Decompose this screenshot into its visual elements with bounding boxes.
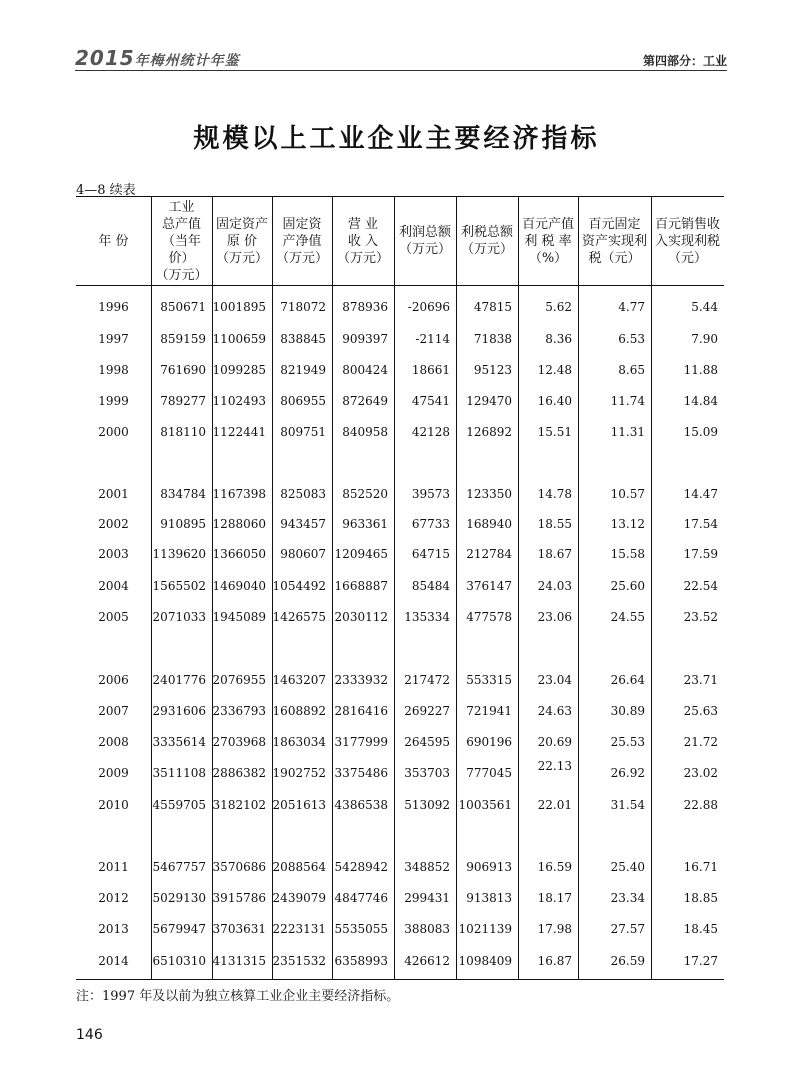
row-year: 2003 bbox=[98, 547, 129, 561]
table-cell: 18.67 bbox=[537, 547, 572, 561]
header-rule bbox=[76, 285, 724, 286]
table-cell: 4559705 bbox=[152, 798, 206, 812]
table-cell: 5535055 bbox=[334, 922, 388, 936]
table-cell: 18.17 bbox=[537, 891, 572, 905]
table-cell: 789277 bbox=[160, 394, 206, 408]
row-year: 1996 bbox=[98, 300, 129, 314]
table-cell: 39573 bbox=[411, 487, 450, 501]
table-cell: 15.09 bbox=[683, 425, 718, 439]
table-cell: 1366050 bbox=[212, 547, 266, 561]
table-cell: 426612 bbox=[404, 954, 450, 968]
table-cell: 1469040 bbox=[212, 579, 266, 593]
table-cell: 3182102 bbox=[212, 798, 266, 812]
table-cell: 2439079 bbox=[272, 891, 326, 905]
row-year: 2005 bbox=[98, 610, 129, 624]
table-cell: 1288060 bbox=[212, 517, 266, 531]
row-year: 2006 bbox=[98, 673, 129, 687]
table-cell: 477578 bbox=[466, 610, 512, 624]
table-cell: 25.60 bbox=[610, 579, 645, 593]
brand-year: 2015 bbox=[75, 46, 135, 70]
table-cell: 1099285 bbox=[212, 363, 266, 377]
table-cell: 13.12 bbox=[610, 517, 645, 531]
table-cell: 718072 bbox=[280, 300, 326, 314]
table-cell: 850671 bbox=[160, 300, 206, 314]
row-year: 2011 bbox=[98, 860, 129, 874]
table-cell: 910895 bbox=[160, 517, 206, 531]
table-cell: 800424 bbox=[342, 363, 388, 377]
table-cell: 126892 bbox=[466, 425, 512, 439]
table-cell: 24.03 bbox=[537, 579, 572, 593]
table-cell: 840958 bbox=[342, 425, 388, 439]
page-number: 146 bbox=[76, 1027, 103, 1043]
table-cell: 7.90 bbox=[691, 332, 718, 346]
table-cell: 15.51 bbox=[537, 425, 572, 439]
table-cell: 26.92 bbox=[610, 766, 645, 780]
table-cell: 809751 bbox=[280, 425, 326, 439]
table-cell: 906913 bbox=[466, 860, 512, 874]
table-cell: 1902752 bbox=[272, 766, 326, 780]
table-cell: 17.54 bbox=[683, 517, 718, 531]
table-cell: 721941 bbox=[466, 704, 512, 718]
table-cell: 3375486 bbox=[334, 766, 388, 780]
table-cell: 135334 bbox=[404, 610, 450, 624]
table-cell: 212784 bbox=[466, 547, 512, 561]
column-header: 营 业 收 入 （万元） bbox=[336, 216, 389, 266]
table-cell: 23.52 bbox=[683, 610, 718, 624]
table-cell: 2071033 bbox=[152, 610, 206, 624]
table-cell: 1565502 bbox=[152, 579, 206, 593]
table-cell: 1139620 bbox=[152, 547, 206, 561]
table-cell: 1608892 bbox=[272, 704, 326, 718]
table-cell: 5.62 bbox=[545, 300, 572, 314]
table-cell: 23.04 bbox=[537, 673, 572, 687]
table-cell: 5467757 bbox=[152, 860, 206, 874]
table-cell: 5.44 bbox=[691, 300, 718, 314]
table-cell: 14.84 bbox=[683, 394, 718, 408]
table-cell: 25.63 bbox=[683, 704, 718, 718]
table-cell: 23.02 bbox=[683, 766, 718, 780]
table-cell: 30.89 bbox=[610, 704, 645, 718]
table-cell: 1054492 bbox=[272, 579, 326, 593]
table-cell: 15.58 bbox=[610, 547, 645, 561]
table-cell: 22.54 bbox=[683, 579, 718, 593]
table-cell: 71838 bbox=[473, 332, 512, 346]
table-cell: 4386538 bbox=[334, 798, 388, 812]
table-cell: 4847746 bbox=[334, 891, 388, 905]
table-cell: 2051613 bbox=[272, 798, 326, 812]
row-year: 2002 bbox=[98, 517, 129, 531]
table-cell: 217472 bbox=[404, 673, 450, 687]
table-cell: 26.59 bbox=[610, 954, 645, 968]
table-cell: 1863034 bbox=[272, 735, 326, 749]
table-cell: 5679947 bbox=[152, 922, 206, 936]
table-cell: 1463207 bbox=[272, 673, 326, 687]
table-cell: 129470 bbox=[466, 394, 512, 408]
table-cell: 16.71 bbox=[683, 860, 718, 874]
table-cell: 6.53 bbox=[618, 332, 645, 346]
table-cell: 1003561 bbox=[458, 798, 512, 812]
table-cell: 18.85 bbox=[683, 891, 718, 905]
table-cell: 348852 bbox=[404, 860, 450, 874]
table-cell: 8.65 bbox=[618, 363, 645, 377]
table-cell: 909397 bbox=[342, 332, 388, 346]
row-year: 2004 bbox=[98, 579, 129, 593]
table-cell: 47815 bbox=[473, 300, 512, 314]
table-cell: 513092 bbox=[404, 798, 450, 812]
table-cell: 3511108 bbox=[152, 766, 206, 780]
column-header: 百元销售收 入实现利税 （元） bbox=[654, 216, 720, 266]
table-cell: 22.88 bbox=[683, 798, 718, 812]
row-year: 1998 bbox=[98, 363, 129, 377]
table-cell: 23.06 bbox=[537, 610, 572, 624]
table-cell: 2703968 bbox=[212, 735, 266, 749]
table-cell: 553315 bbox=[466, 673, 512, 687]
table-cell: 376147 bbox=[466, 579, 512, 593]
table-cell: 17.59 bbox=[683, 547, 718, 561]
table-cell: 1426575 bbox=[272, 610, 326, 624]
table-cell: 264595 bbox=[404, 735, 450, 749]
table-cell: 834784 bbox=[160, 487, 206, 501]
column-header: 年 份 bbox=[98, 233, 129, 249]
table-cell: 2333932 bbox=[334, 673, 388, 687]
table-cell: 8.36 bbox=[545, 332, 572, 346]
brand-text: 年梅州统计年鉴 bbox=[134, 53, 240, 69]
table-cell: 10.57 bbox=[610, 487, 645, 501]
table-cell: 24.55 bbox=[610, 610, 645, 624]
row-year: 2013 bbox=[98, 922, 129, 936]
table-cell: -20696 bbox=[407, 300, 450, 314]
table-cell: 690196 bbox=[466, 735, 512, 749]
row-year: 2014 bbox=[98, 954, 129, 968]
table-cell: 22.01 bbox=[537, 798, 572, 812]
table-cell: 852520 bbox=[342, 487, 388, 501]
column-header: 利润总额 （万元） bbox=[398, 225, 451, 257]
table-cell: 878936 bbox=[342, 300, 388, 314]
table-cell: 12.48 bbox=[537, 363, 572, 377]
table-cell: 2030112 bbox=[334, 610, 388, 624]
table-cell: 2816416 bbox=[334, 704, 388, 718]
table-cell: 821949 bbox=[280, 363, 326, 377]
table-cell: 353703 bbox=[404, 766, 450, 780]
table-cell: 1122441 bbox=[212, 425, 266, 439]
table-cell: 806955 bbox=[280, 394, 326, 408]
table-cell: 25.40 bbox=[610, 860, 645, 874]
table-cell: 1098409 bbox=[458, 954, 512, 968]
row-year: 2012 bbox=[98, 891, 129, 905]
row-year: 2008 bbox=[98, 735, 129, 749]
table-cell: 963361 bbox=[342, 517, 388, 531]
table-cell: 21.72 bbox=[683, 735, 718, 749]
table-cell: 17.98 bbox=[537, 922, 572, 936]
table-cell: 1209465 bbox=[334, 547, 388, 561]
table-cell: 64715 bbox=[411, 547, 450, 561]
table-cell: 2886382 bbox=[212, 766, 266, 780]
table-cell: 1167398 bbox=[212, 487, 266, 501]
table-cell: 818110 bbox=[160, 425, 206, 439]
table-cell: 6510310 bbox=[152, 954, 206, 968]
table-cell: 2088564 bbox=[272, 860, 326, 874]
table-cell: 47541 bbox=[411, 394, 450, 408]
table-cell: 3703631 bbox=[212, 922, 266, 936]
table-cell: 913813 bbox=[466, 891, 512, 905]
page-header bbox=[75, 44, 727, 71]
table-cell: 25.53 bbox=[610, 735, 645, 749]
table-cell: 18.45 bbox=[683, 922, 718, 936]
column-header: 百元产值 利 税 率 （%） bbox=[521, 216, 574, 266]
table-cell: 20.69 bbox=[537, 735, 572, 749]
table-cell: -2114 bbox=[415, 332, 450, 346]
table-cell: 14.78 bbox=[537, 487, 572, 501]
table-cell: 67733 bbox=[411, 517, 450, 531]
table-cell: 777045 bbox=[466, 766, 512, 780]
section-label: 第四部分：工业 bbox=[642, 54, 727, 68]
table-cell: 22.13 bbox=[537, 759, 572, 773]
table-cell: 980607 bbox=[280, 547, 326, 561]
table-cell: 4131315 bbox=[212, 954, 266, 968]
table-cell: 2931606 bbox=[152, 704, 206, 718]
table-cell: 5029130 bbox=[152, 891, 206, 905]
table-cell: 4.77 bbox=[618, 300, 645, 314]
table-cell: 11.31 bbox=[610, 425, 645, 439]
table-cell: 17.27 bbox=[683, 954, 718, 968]
column-header: 利税总额 （万元） bbox=[460, 225, 513, 257]
table-cell: 18661 bbox=[411, 363, 450, 377]
table-cell: 859159 bbox=[160, 332, 206, 346]
table-cell: 3177999 bbox=[334, 735, 388, 749]
table-cell: 14.47 bbox=[683, 487, 718, 501]
table-cell: 23.71 bbox=[683, 673, 718, 687]
table-cell: 1668887 bbox=[334, 579, 388, 593]
table-cell: 16.40 bbox=[537, 394, 572, 408]
table-cell: 16.59 bbox=[537, 860, 572, 874]
row-year: 1999 bbox=[98, 394, 129, 408]
table-cell: 825083 bbox=[280, 487, 326, 501]
table-id: 4—8 续表 bbox=[76, 183, 136, 198]
table-cell: 5428942 bbox=[334, 860, 388, 874]
column-header: 固定资 产净值 （万元） bbox=[275, 216, 328, 266]
table-cell: 95123 bbox=[473, 363, 512, 377]
table-cell: 838845 bbox=[280, 332, 326, 346]
data-table bbox=[76, 196, 724, 980]
table-cell: 31.54 bbox=[610, 798, 645, 812]
row-year: 2009 bbox=[98, 766, 129, 780]
table-cell: 18.55 bbox=[537, 517, 572, 531]
row-year: 2007 bbox=[98, 704, 129, 718]
page-title: 规模以上工业企业主要经济指标 bbox=[193, 124, 600, 154]
table-cell: 2336793 bbox=[212, 704, 266, 718]
table-cell: 269227 bbox=[404, 704, 450, 718]
table-cell: 3570686 bbox=[212, 860, 266, 874]
column-header: 工业 总产值 （当年价） （万元） bbox=[155, 199, 208, 283]
table-cell: 85484 bbox=[411, 579, 450, 593]
column-header: 固定资产 原 价 （万元） bbox=[215, 216, 268, 266]
table-cell: 761690 bbox=[160, 363, 206, 377]
table-cell: 27.57 bbox=[610, 922, 645, 936]
row-year: 2010 bbox=[98, 798, 129, 812]
table-cell: 872649 bbox=[342, 394, 388, 408]
table-cell: 1021139 bbox=[458, 922, 512, 936]
table-cell: 1102493 bbox=[212, 394, 266, 408]
table-cell: 299431 bbox=[404, 891, 450, 905]
table-cell: 2223131 bbox=[272, 922, 326, 936]
table-cell: 3915786 bbox=[212, 891, 266, 905]
table-cell: 168940 bbox=[466, 517, 512, 531]
table-cell: 11.74 bbox=[610, 394, 645, 408]
row-year: 1997 bbox=[98, 332, 129, 346]
table-cell: 23.34 bbox=[610, 891, 645, 905]
table-cell: 6358993 bbox=[334, 954, 388, 968]
table-cell: 943457 bbox=[280, 517, 326, 531]
table-cell: 1001895 bbox=[212, 300, 266, 314]
table-cell: 26.64 bbox=[610, 673, 645, 687]
table-cell: 2351532 bbox=[272, 954, 326, 968]
table-cell: 24.63 bbox=[537, 704, 572, 718]
table-cell: 11.88 bbox=[683, 363, 718, 377]
table-cell: 16.87 bbox=[537, 954, 572, 968]
row-year: 2001 bbox=[98, 487, 129, 501]
yearbook-brand bbox=[75, 46, 240, 70]
footnote: 注：1997 年及以前为独立核算工业企业主要经济指标。 bbox=[76, 989, 400, 1004]
row-year: 2000 bbox=[98, 425, 129, 439]
table-cell: 3335614 bbox=[152, 735, 206, 749]
column-header: 百元固定 资产实现利 税（元） bbox=[581, 216, 647, 266]
table-cell: 42128 bbox=[411, 425, 450, 439]
table-cell: 2076955 bbox=[212, 673, 266, 687]
table-cell: 1945089 bbox=[212, 610, 266, 624]
table-cell: 1100659 bbox=[212, 332, 266, 346]
table-cell: 2401776 bbox=[152, 673, 206, 687]
table-cell: 388083 bbox=[404, 922, 450, 936]
table-cell: 123350 bbox=[466, 487, 512, 501]
